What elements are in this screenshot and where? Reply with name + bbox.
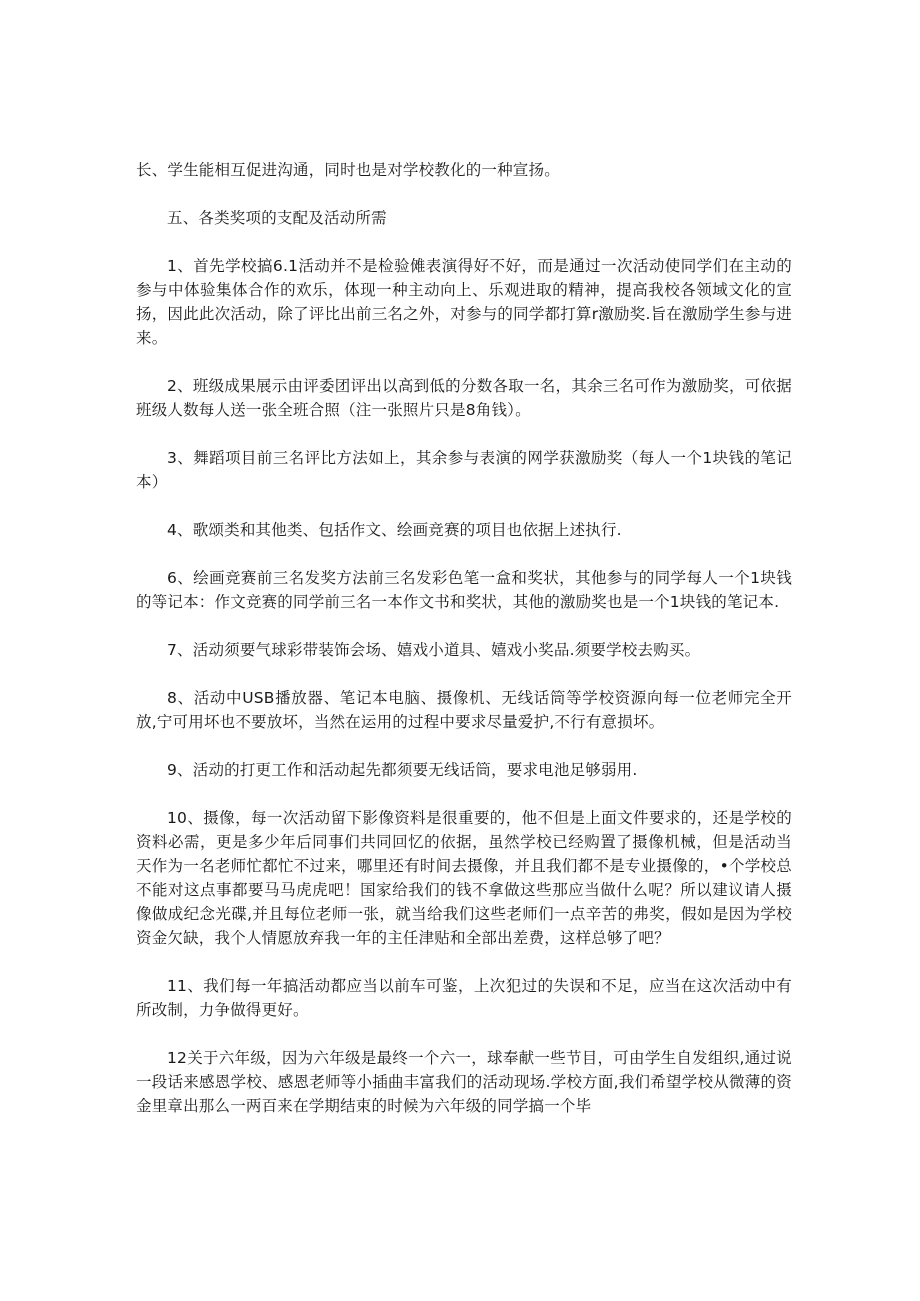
paragraph-item-10: 10、摄像，每一次活动留下影像资料是很重要的，他不但是上面文件要求的，还是学校的资料必需，更是多少年后同事们共同回忆的依据，虽然学校已经购置了摄像机械，但是活动当天作为一名老师忙都忙不过来，哪里还有时间去摄像，并且我们都不是专业摄像的，•个学校总不能对这点事都要马马虎虎吧！国家给我们的钱不拿做这些那应当做什么呢？所以建议请人摄像做成纪念光碟,并且每位老师一张，就当给我们这些老师们一点辛苦的弗奖，假如是因为学校资金欠缺，我个人情愿放弃我一年的主任津贴和全部出差费，这样总够了吧？ [136,809,792,947]
paragraph-gap [136,182,792,206]
paragraph-gap [136,350,792,374]
paragraph-item-12: 12关于六年级，因为六年级是最终一个六一，球奉献一些节目，可由学生自发组织,通过说一段话来感恩学校、感恩老师等小插曲丰富我们的活动现场.学校方面,我们希望学校从微薄的资金里章出那么一两百来在学期结束的时候为六年级的同学搞一个毕 [136,1049,792,1115]
paragraph-gap [136,494,792,518]
paragraph-gap [136,950,792,974]
section-heading: 五、各类奖项的支配及活动所需 [167,209,387,227]
paragraph-gap [136,422,792,446]
paragraph-gap [136,542,792,566]
paragraph-item-4: 4、歌颂类和其他类、包括作文、绘画竞赛的项目也依据上述执行. [167,521,622,539]
paragraph-item-11: 11、我们每一年搞活动都应当以前车可鉴，上次犯过的失误和不足，应当在这次活动中有所改制，力争做得更好。 [136,977,792,1019]
paragraph-item-9: 9、活动的打更工作和活动起先都须要无线话筒，要求电池足够弱用. [167,761,638,779]
paragraph-gap [136,614,792,638]
paragraph-item-8: 8、活动中USB播放器、笔记本电脑、摄像机、无线话筒等学校资源向每一位老师完全开放,宁可用坏也不要放坏，当然在运用的过程中要求尽量爱护,不行有意损坏。 [136,689,792,731]
paragraph-gap [136,734,792,758]
paragraph-gap [136,1022,792,1046]
paragraph-gap [136,230,792,254]
paragraph-gap [136,662,792,686]
paragraph-item-7: 7、活动须要气球彩带装饰会场、嬉戏小道具、嬉戏小奖品.须要学校去购买。 [167,641,701,659]
paragraph-item-6: 6、绘画竞赛前三名发奖方法前三名发彩色笔一盒和奖状，其他参与的同学每人一个1块钱的等记本：作文竞赛的同学前三名一本作文书和奖状，其他的激励奖也是一个1块钱的笔记本. [136,569,792,611]
paragraph-gap [136,782,792,806]
paragraph-continuation: 长、学生能相互促进沟通，同时也是对学校教化的一种宣扬。 [136,161,560,179]
paragraph-item-3: 3、舞蹈项目前三名评比方法如上，其余参与表演的网学获激励奖（每人一个1块钱的笔记本） [136,449,792,491]
paragraph-item-2: 2、班级成果展示由评委团评出以高到低的分数各取一名，其余三名可作为激励奖，可依据班级人数每人送一张全班合照（注一张照片只是8角钱）。 [136,377,792,419]
document-body [136,158,792,1118]
paragraph-item-1: 1、首先学校搞6.1活动并不是检验傩表演得好不好，而是通过一次活动使同学们在主动的参与中体验集体合作的欢乐，体现一种主动向上、乐观进取的精神，提高我校各领域文化的宣扬，因此此次活动，除了评比出前三名之外，对参与的同学都打算r激励奖.旨在激励学生参与进来。 [136,257,792,347]
